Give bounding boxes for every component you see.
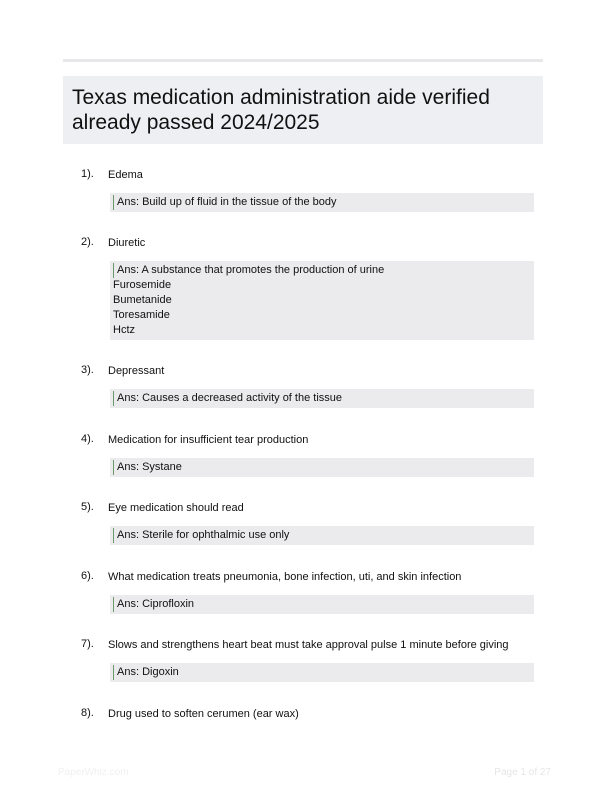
question-number: 1). (81, 168, 94, 180)
page-number: Page 1 of 27 (494, 767, 551, 778)
question-number: 4). (81, 433, 94, 445)
answer-line: Toresamide (113, 309, 170, 321)
question-text: Diuretic (108, 237, 146, 249)
answer-box (110, 526, 534, 545)
answer-box (110, 193, 534, 212)
answer-line: Ans: Causes a decreased activity of the tissue (113, 391, 531, 406)
answer-line: Ans: Systane (113, 460, 531, 475)
answer-box (110, 663, 534, 682)
answer-box (110, 389, 534, 408)
answer-line: Furosemide (113, 279, 172, 291)
question-number: 2). (81, 236, 94, 248)
answer-line: Ans: Build up of fluid in the tissue of the body (113, 195, 531, 210)
question-number: 7). (81, 638, 94, 650)
question-text: Depressant (108, 365, 165, 377)
question-number: 5). (81, 501, 94, 513)
answer-line: Ans: Digoxin (113, 665, 531, 680)
question-text: What medication treats pneumonia, bone infection, uti, and skin infection (108, 571, 462, 583)
watermark-text: PaperWhiz.com (58, 767, 129, 778)
answer-line: Ans: Sterile for ophthalmic use only (113, 528, 531, 543)
question-text: Eye medication should read (108, 502, 244, 514)
answer-line: Bumetanide (113, 294, 172, 306)
answer-box (110, 595, 534, 614)
answer-box (110, 261, 534, 340)
answer-line: Ans: Ciprofloxin (113, 597, 531, 612)
question-number: 8). (81, 707, 94, 719)
answer-box (110, 458, 534, 477)
question-text: Drug used to soften cerumen (ear wax) (108, 708, 299, 720)
question-text: Slows and strengthens heart beat must take approval pulse 1 minute before giving (108, 639, 509, 651)
document-title: Texas medication administration aide verified already passed 2024/2025 (72, 86, 490, 134)
question-number: 3). (81, 364, 94, 376)
question-text: Edema (108, 169, 143, 181)
answer-line: Ans: A substance that promotes the production of urine (113, 263, 531, 278)
answer-line: Hctz (113, 324, 135, 336)
question-text: Medication for insufficient tear production (108, 434, 309, 446)
question-number: 6). (81, 570, 94, 582)
